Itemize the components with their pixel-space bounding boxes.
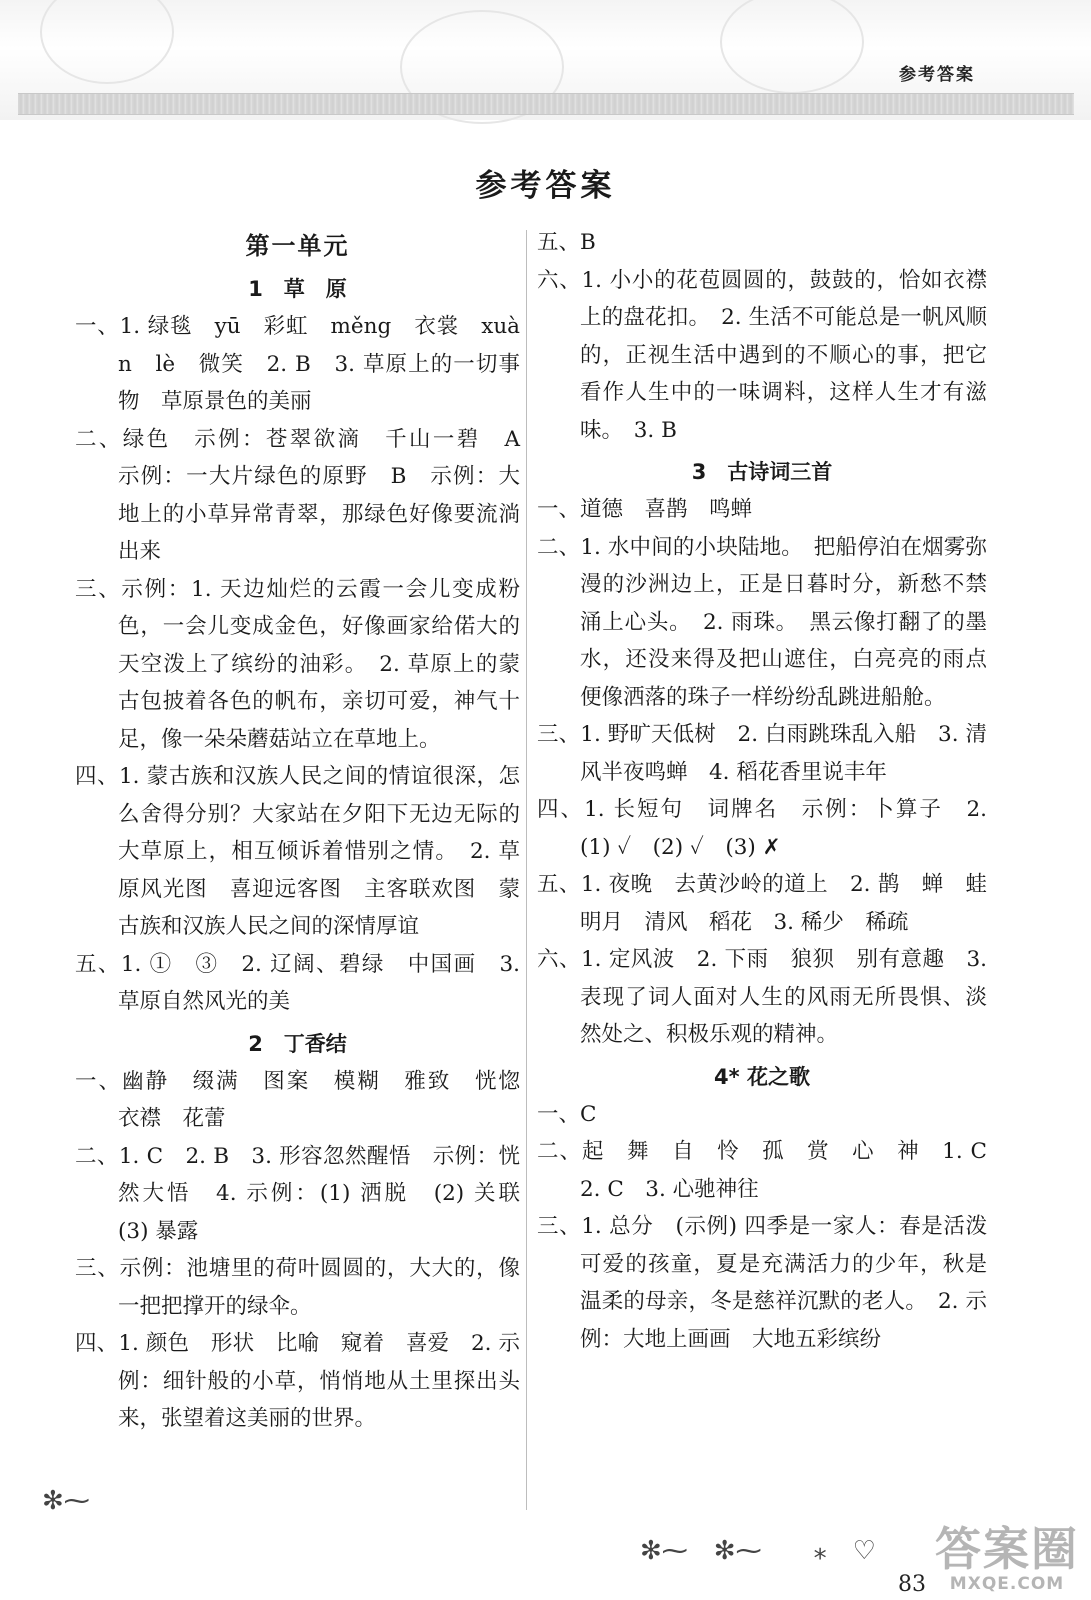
lesson-title: 2 丁香结 — [248, 1031, 347, 1056]
answer-item: 五、1. 夜晚 去黄沙岭的道上 2. 鹊 蝉 蛙 明月 清风 稻花 3. 稀少 稀疏 — [537, 872, 1009, 935]
answer-item: 一、1. 绿毯 yū 彩虹 měng 衣裳 xuàn lè 微笑 2. B 3. 草原上的一切事物 草原景色的美丽 — [75, 314, 520, 414]
lesson-title: 3 古诗词三首 — [691, 460, 833, 484]
answer-item: 二、1. 水中间的小块陆地。 把船停泊在烟雾弥漫的沙洲边上，正是日暮时分，新愁不禁涌上心头。 2. 雨珠。 黑云像打翻了的墨水，还没来得及把山遮住，白亮亮的雨点便像洒落的珠子一样纷纷乱跳进船舱。 — [537, 534, 987, 710]
right-column — [537, 224, 1009, 1358]
header-label: 参考答案 — [899, 65, 975, 85]
page-title: 参考答案 — [475, 168, 616, 204]
lesson-title: 4* 花之歌 — [714, 1064, 810, 1089]
answer-item: 三、1. 野旷天低树 2. 白雨跳珠乱入船 3. 清风半夜鸣蝉 4. 稻花香里说丰年 — [537, 722, 987, 785]
answer-item: 一、道德 喜鹊 鸣蝉 — [537, 497, 753, 522]
answer-item: 一、幽静 缀满 图案 模糊 雅致 恍惚 衣襟 花蕾 — [75, 1068, 542, 1131]
answer-item: 四、1. 长短句 词牌名 示例：卜算子 2. (1) ✓ (2) ✓ (3) ✗ — [537, 797, 987, 860]
left-column — [75, 226, 542, 1438]
answer-item: 四、1. 蒙古族和汉族人民之间的情谊很深，怎么舍得分别？大家站在夕阳下无边无际的大草原上，相互倾诉着惜别之情。 2. 草原风光图 喜迎远客图 主客联欢图 蒙古族和汉族人民之间的深情厚谊 — [75, 764, 520, 939]
footer-ornament-right: ✻⁓ ✻⁓ ⁎ ♡ — [640, 1536, 876, 1566]
header-bar — [18, 93, 1074, 115]
answer-item: 三、1. 总分 (示例) 四季是一家人：春是活泼可爱的孩童，夏是充满活力的少年，秋是温柔的母亲，冬是慈祥沉默的老人。 2. 示例：大地上画画 大地五彩缤纷 — [537, 1214, 987, 1352]
answer-item: 二、起 舞 自 怜 孤 赏 心 神 1. C 2. C 3. 心驰神往 — [537, 1139, 1009, 1202]
header-deco-circle — [40, 0, 174, 84]
answer-item: 四、1. 颜色 形状 比喻 窥着 喜爱 2. 示例：细针般的小草，悄悄地从土里探出头来，张望着这美丽的世界。 — [75, 1331, 520, 1431]
watermark — [935, 1524, 1079, 1594]
header-deco-circle — [720, 0, 864, 94]
answer-item: 六、1. 小小的花苞圆圆的，鼓鼓的，恰如衣襟上的盘花扣。 2. 生活不可能总是一帆风顺的，正视生活中遇到的不顺心的事，把它看作人生中的一味调料，这样人生才有滋味。 3. B — [537, 267, 987, 443]
lesson-title: 1 草 原 — [248, 277, 347, 301]
answer-item: 二、绿色 示例：苍翠欲滴 千山一碧 A 示例：一大片绿色的原野 B 示例：大地上的小草异常青翠，那绿色好像要流淌出来 — [75, 426, 542, 564]
answer-item: 三、示例：池塘里的荷叶圆圆的，大大的，像一把把撑开的绿伞。 — [75, 1256, 520, 1319]
column-divider — [526, 230, 527, 1510]
page-number: 83 — [898, 1572, 926, 1597]
watermark-url: MXQE.COM — [949, 1574, 1065, 1594]
answer-item: 五、1. ① ③ 2. 辽阔、碧绿 中国画 3. 草原自然风光的美 — [75, 951, 520, 1014]
answer-item: 一、C — [537, 1101, 597, 1127]
unit-title: 第一单元 — [245, 232, 350, 260]
header-band — [0, 0, 1091, 120]
answer-item: 二、1. C 2. B 3. 形容忽然醒悟 示例：恍然大悟 4. 示例：(1) 洒脱 (2) 关联 (3) 暴露 — [75, 1143, 542, 1244]
answer-item: 六、1. 定风波 2. 下雨 狼狈 别有意趣 3. 表现了词人面对人生的风雨无所畏惧、淡然处之、积极乐观的精神。 — [537, 947, 987, 1047]
answer-item: 三、示例：1. 天边灿烂的云霞一会儿变成粉色，一会儿变成金色，好像画家给偌大的天空泼上了缤纷的油彩。 2. 草原上的蒙古包披着各色的帆布，亲切可爱，神气十足，像一朵朵蘑菇站立在草地上。 — [75, 576, 520, 752]
answer-item: 五、B — [537, 230, 596, 255]
watermark-logo: 答案圈 — [935, 1522, 1079, 1576]
footer-ornament-left: ✻⁓ — [42, 1486, 90, 1516]
